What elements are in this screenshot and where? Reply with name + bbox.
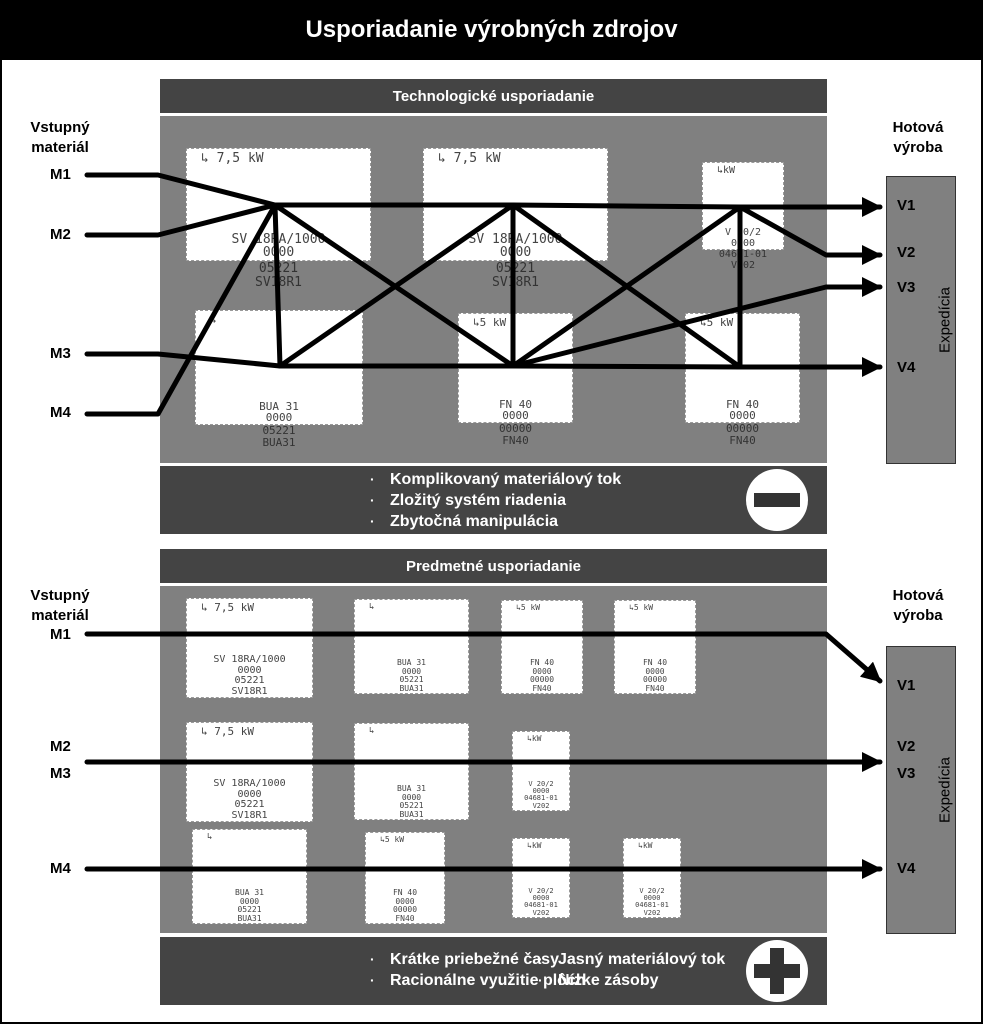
machine-power: ↳kW: [527, 841, 542, 850]
output-label-line: Hotová: [892, 119, 944, 136]
machine-code: 05221 BUA31: [262, 424, 296, 449]
input-label-line: materiál: [31, 607, 89, 624]
machine-power: ↳: [207, 832, 213, 842]
machine-power: ↳kW: [527, 734, 542, 743]
top-section-header: Technologické usporiadanie: [160, 79, 827, 113]
machine-lathe: [354, 599, 469, 694]
bottom-expedition-label: Expedícia: [936, 757, 954, 823]
top-expedition-box: [886, 176, 956, 464]
machine-power: ↳: [210, 313, 217, 326]
input-label-line: materiál: [31, 139, 89, 156]
machine-caption: V 20/2 0000 04681-01 V202: [524, 779, 558, 810]
top-output-v3: V3: [897, 279, 916, 296]
plus-sign-icon: [746, 940, 808, 1002]
output-label-line: Hotová: [892, 587, 944, 604]
machine-caption: SV 18RA/1000 0000: [468, 231, 563, 261]
machine-press: [623, 838, 681, 918]
machine-power: ↳5 kW: [700, 316, 734, 329]
machine-lathe: [354, 723, 469, 820]
machine-caption: SV 18RA/1000 0000 05221 SV18R1: [213, 778, 286, 821]
machine-caption: FN 40 0000 00000 FN40: [529, 658, 555, 693]
machine-mill: [501, 600, 583, 694]
note-item: · Zbytočná manipulácia: [366, 511, 621, 532]
machine-code: 04681-01 V202: [718, 249, 768, 271]
bottom-input-m4: M4: [50, 860, 71, 877]
machine-mill: [614, 600, 696, 694]
bottom-output-v4: V4: [897, 860, 916, 877]
machine-caption: BUA 31 0000 05221 BUA31: [397, 784, 426, 819]
bottom-input-m3: M3: [50, 765, 71, 782]
machine-code: 00000 FN40: [498, 422, 533, 447]
page-title: Usporiadanie výrobných zdrojov: [0, 0, 983, 60]
machine-lathe: [195, 310, 363, 425]
machine-power: ↳: [369, 726, 375, 736]
bottom-input-m2: M2: [50, 738, 71, 755]
machine-saw-2: [423, 148, 608, 261]
machine-code: 05221 SV18R1: [255, 261, 302, 290]
machine-caption: SV 18RA/1000 0000: [231, 231, 326, 261]
machine-caption: FN 40 0000: [725, 397, 760, 423]
machine-saw-1: [186, 148, 371, 261]
machine-code: 05221 SV18R1: [492, 261, 539, 290]
machine-power: ↳ 7,5 kW: [201, 725, 254, 738]
machine-power: ↳kW: [717, 165, 736, 176]
machine-power: ↳ 7,5 kW: [201, 151, 264, 166]
minus-sign-icon: [746, 469, 808, 531]
machine-power: ↳5 kW: [473, 316, 507, 329]
bottom-input-label: [22, 586, 98, 626]
machine-power: ↳: [369, 602, 375, 612]
machine-caption: V 20/2 0000 04681-01 V202: [635, 886, 669, 917]
machine-lathe: [192, 829, 307, 924]
bottom-notes-box: [160, 937, 827, 1005]
machine-power: ↳ 7,5 kW: [438, 151, 501, 166]
machine-caption: SV 18RA/1000 0000 05221 SV18R1: [213, 654, 286, 697]
machine-caption: FN 40 0000: [498, 397, 533, 423]
bottom-output-v3: V3: [897, 765, 916, 782]
note-item: · Jasný materiálový tok: [534, 949, 725, 970]
machine-saw: [186, 598, 313, 698]
top-notes-box: [160, 466, 827, 534]
bottom-output-v2: V2: [897, 738, 916, 755]
machine-caption: BUA 31 0000 05221 BUA31: [397, 658, 426, 693]
machine-power: ↳5 kW: [380, 835, 405, 844]
top-input-m1: M1: [50, 166, 71, 183]
machine-press: [702, 162, 784, 250]
machine-press: [512, 838, 570, 918]
top-input-m2: M2: [50, 226, 71, 243]
machine-caption: V 20/2 0000 04681-01 V202: [524, 886, 558, 917]
machine-mill-1: [458, 313, 573, 423]
bottom-output-label: [880, 586, 956, 626]
top-output-label: [880, 118, 956, 158]
input-label-line: Vstupný: [30, 119, 90, 136]
top-input-m4: M4: [50, 404, 71, 421]
bottom-input-m1: M1: [50, 626, 71, 643]
machine-caption: BUA 31 0000 05221 BUA31: [235, 888, 264, 923]
bottom-output-v1: V1: [897, 677, 916, 694]
top-output-v4: V4: [897, 359, 916, 376]
machine-caption: V 20/2 0000: [724, 227, 762, 249]
machine-power: ↳ 7,5 kW: [201, 601, 254, 614]
machine-mill-2: [685, 313, 800, 423]
note-item: · Nízke zásoby: [534, 970, 725, 991]
machine-saw: [186, 722, 313, 822]
output-label-line: výroba: [893, 607, 943, 624]
machine-caption: BUA 31 0000: [259, 399, 299, 425]
machine-mill: [365, 832, 445, 924]
bottom-section-header: Predmetné usporiadanie: [160, 549, 827, 583]
top-input-m3: M3: [50, 345, 71, 362]
note-item: · Racionálne využitie plôch: [366, 970, 586, 991]
machine-power: ↳5 kW: [516, 603, 541, 612]
machine-power: ↳5 kW: [629, 603, 654, 612]
top-input-label: [22, 118, 98, 158]
top-expedition-label: Expedícia: [936, 287, 954, 353]
machine-caption: FN 40 0000 00000 FN40: [642, 658, 668, 693]
machine-power: ↳kW: [638, 841, 653, 850]
note-item: · Zložitý systém riadenia: [366, 490, 621, 511]
top-output-v2: V2: [897, 244, 916, 261]
top-output-v1: V1: [897, 197, 916, 214]
output-label-line: výroba: [893, 139, 943, 156]
note-item: · Komplikovaný materiálový tok: [366, 469, 621, 490]
machine-caption: FN 40 0000 00000 FN40: [392, 888, 418, 923]
input-label-line: Vstupný: [30, 587, 90, 604]
machine-press: [512, 731, 570, 811]
note-item: · Krátke priebežné časy: [366, 949, 586, 970]
machine-code: 00000 FN40: [725, 422, 760, 447]
